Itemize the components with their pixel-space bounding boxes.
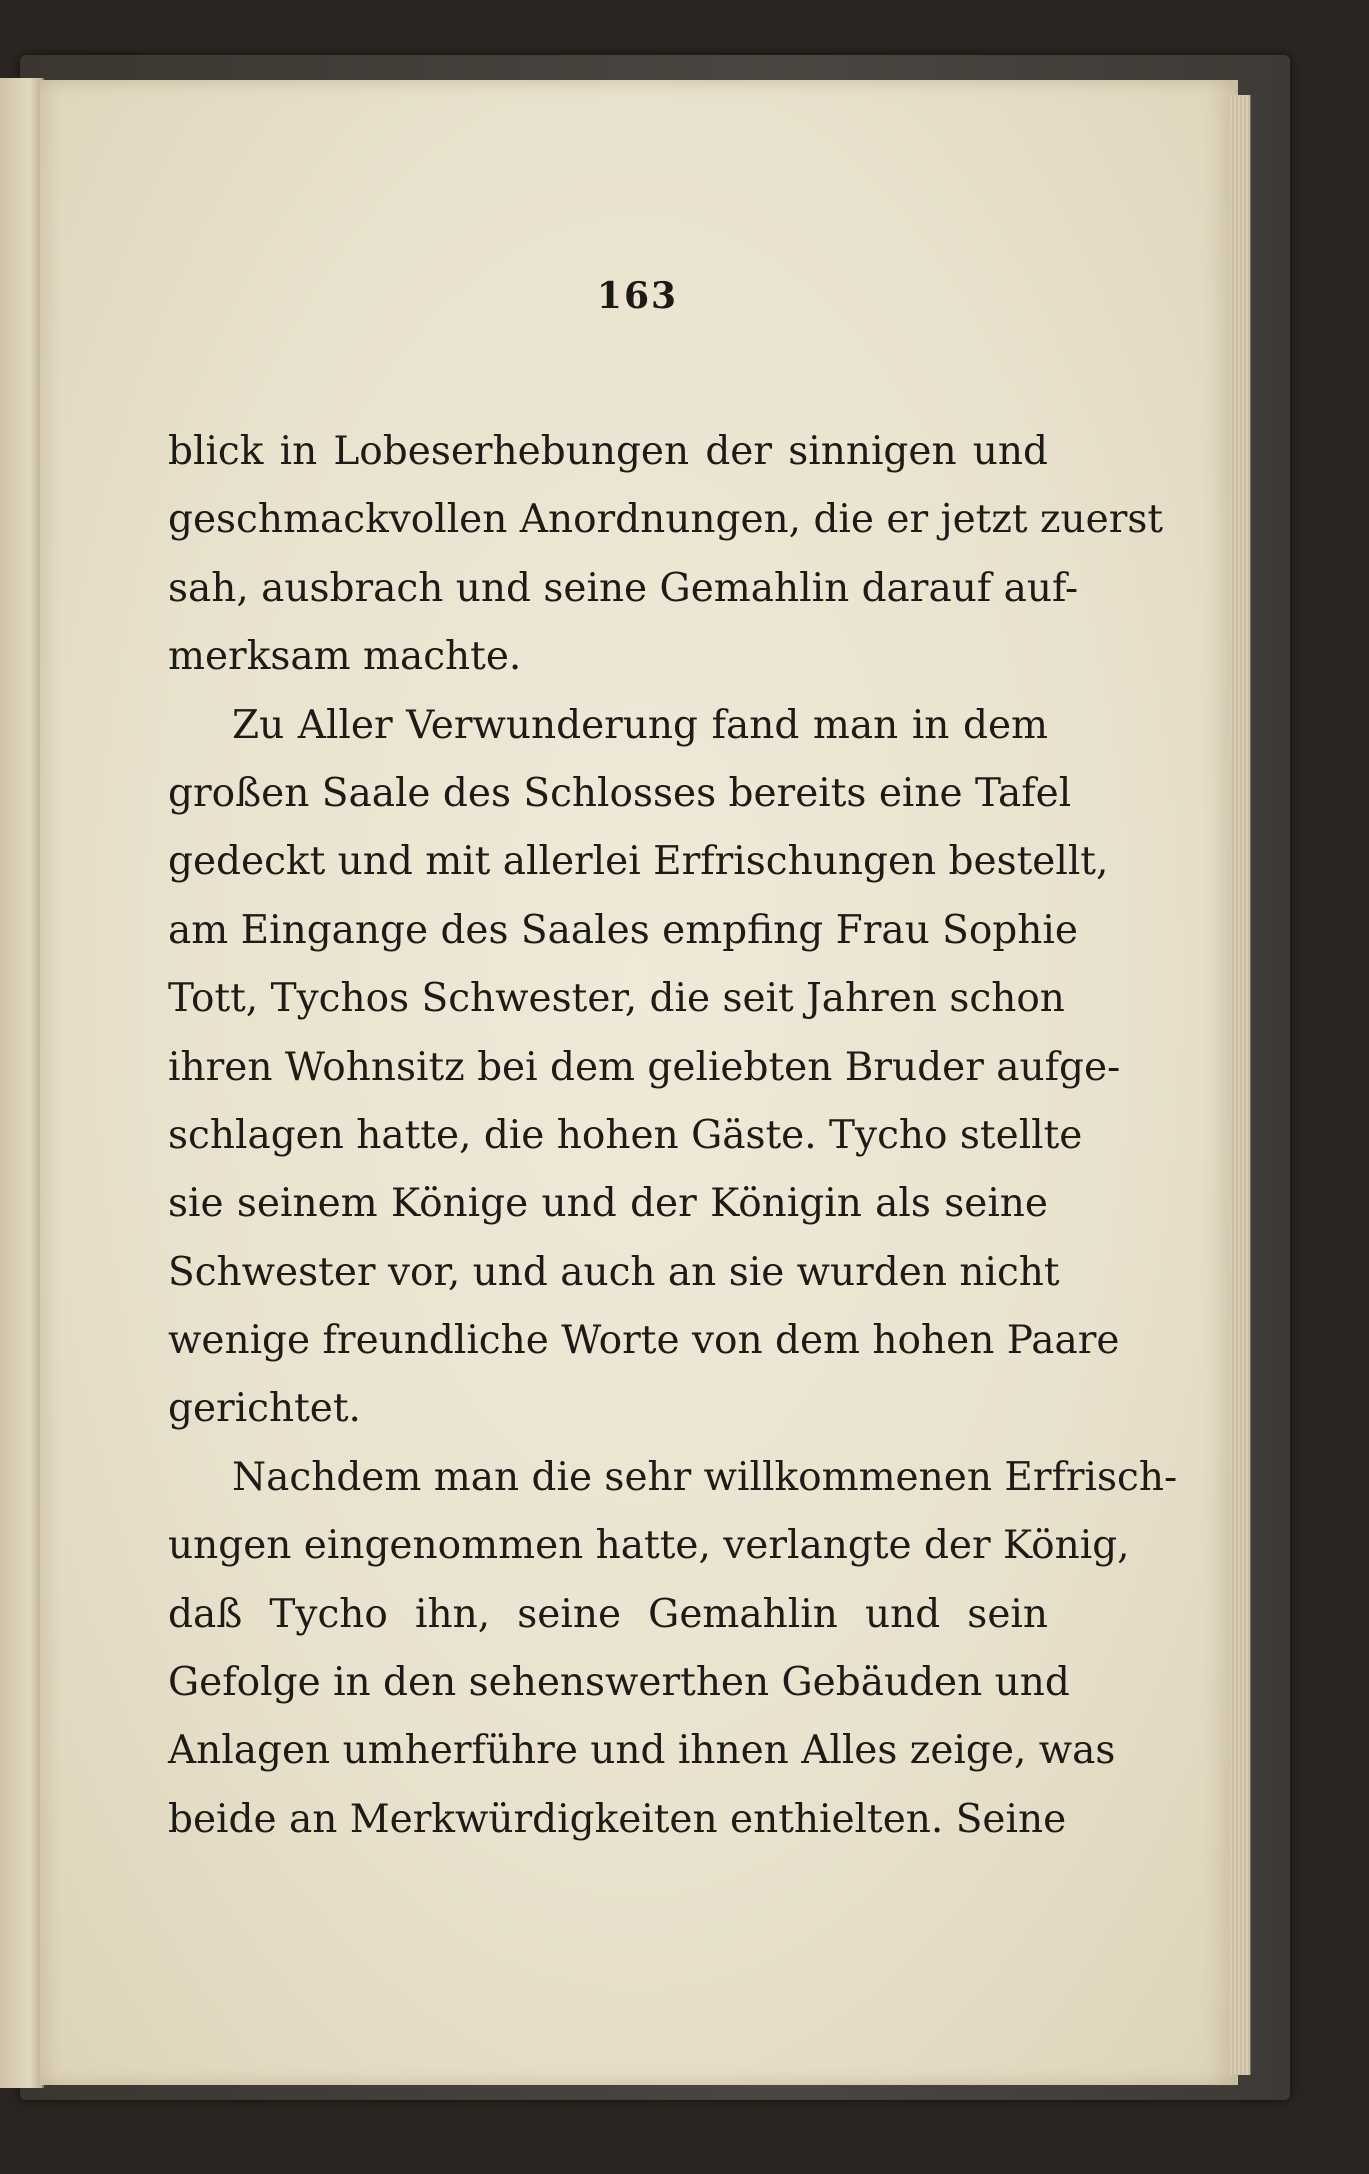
text-line: gedeckt und mit allerlei Erfrischungen bestellt, <box>168 839 1109 885</box>
book-page <box>40 80 1238 2085</box>
page-number: 163 <box>596 275 679 317</box>
text-line: Zu Aller Verwunderung fand man in dem <box>232 702 1048 748</box>
text-line: Gefolge in den sehenswerthen Gebäuden und <box>168 1660 1070 1706</box>
text-line: beide an Merkwürdigkeiten enthielten. Seine <box>168 1796 1067 1842</box>
text-line: merksam machte. <box>168 634 522 680</box>
text-line: sie seinem Könige und der Königin als seine <box>168 1181 1048 1227</box>
text-line: blick in Lobeserhebungen der sinnigen und <box>168 429 1048 474</box>
text-line: am Eingange des Saales empfing Frau Sophie <box>168 907 1078 953</box>
text-line: schlagen hatte, die hohen Gäste. Tycho stellte <box>168 1112 1083 1158</box>
text-line: wenige freundliche Worte von dem hohen Paare <box>168 1318 1120 1364</box>
text-line: Tott, Tychos Schwester, die seit Jahren schon <box>168 976 1065 1022</box>
text-line: ungen eingenommen hatte, verlangte der König, <box>168 1523 1130 1569</box>
text-line: gerichtet. <box>168 1386 361 1432</box>
page-text <box>168 418 1178 1854</box>
page-edge-stack <box>1230 95 1251 2075</box>
text-line: daß Tycho ihn, seine Gemahlin und sein <box>168 1591 1048 1637</box>
text-line: ihren Wohnsitz bei dem geliebten Bruder aufge- <box>168 1044 1121 1090</box>
text-line: Nachdem man die sehr willkommenen Erfrisch- <box>232 1454 1178 1500</box>
previous-page-edge <box>0 78 44 2088</box>
text-line: Schwester vor, und auch an sie wurden nicht <box>168 1249 1060 1295</box>
text-line: sah, ausbrach und seine Gemahlin darauf auf- <box>168 565 1079 611</box>
text-line: großen Saale des Schlosses bereits eine Tafel <box>168 770 1072 816</box>
text-line: geschmackvollen Anordnungen, die er jetzt zuerst <box>168 497 1164 543</box>
text-line: Anlagen umherführe und ihnen Alles zeige, was <box>168 1728 1116 1774</box>
